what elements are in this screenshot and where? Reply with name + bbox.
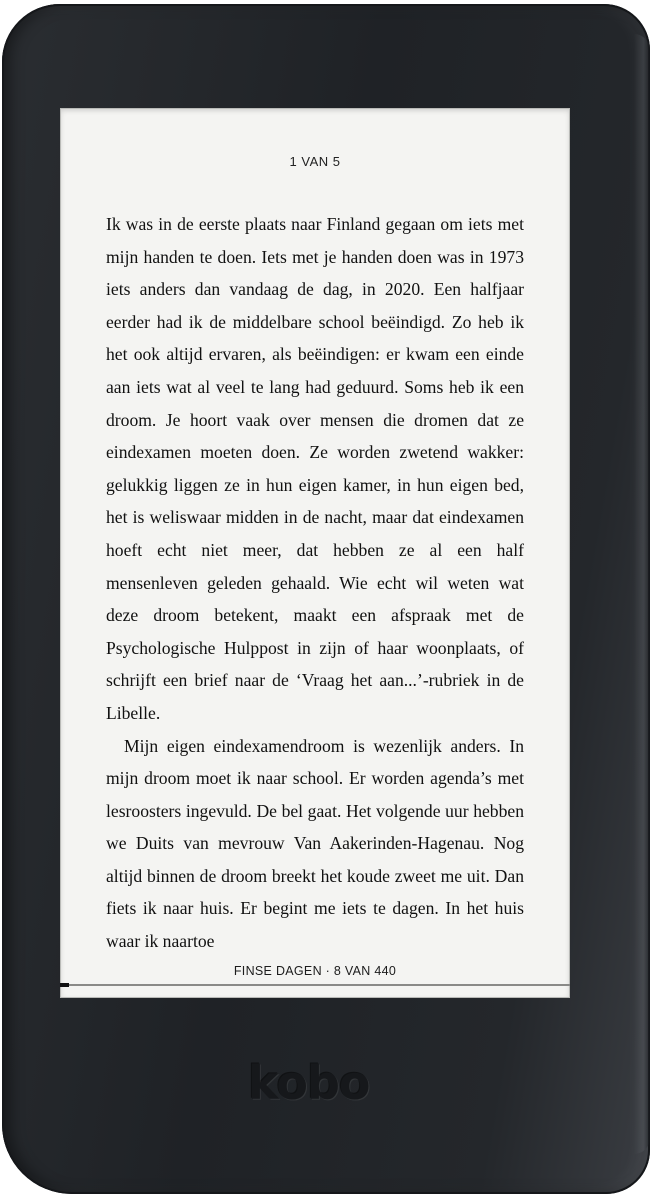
reading-text[interactable] [106, 208, 524, 958]
book-progress-footer: FINSE DAGEN · 8 VAN 440 [233, 964, 397, 978]
reading-progress-fill [60, 983, 69, 987]
ereader-device [2, 4, 650, 1194]
reading-progress-bar [60, 984, 570, 986]
paragraph-1: Ik was in de eerste plaats naar Finland gegaan om iets met mijn handen te doen. Iets met je handen doen was in 1973 iets anders dan vandaag de dag, in 2020. Een halfjaar eerder had ik de middelbare school beëindigd. Zo heb ik het ook altijd ervaren, als beëindigen: er kwam een einde aan iets wat al veel te lang had geduurd. Soms heb ik een droom. Je hoort vaak over mensen die dromen dat ze eindexamen moeten doen. Ze worden zwetend wakker: gelukkig liggen ze in hun eigen kamer, in hun eigen bed, het is weliswaar midden in de nacht, maar dat eindexamen hoeft echt niet meer, dat hebben ze al een half mensenleven geleden gehaald. Wie echt wil weten wat deze droom betekent, maakt een afspraak met de Psychologische Hulppost in zijn of haar woonplaats, of schrijft een brief naar de ‘Vraag het aan...’-rubriek in de Libelle. [106, 214, 524, 723]
kobo-logo: kobo [248, 1056, 370, 1110]
device-side-edge [634, 34, 650, 1154]
eink-screen[interactable] [60, 108, 570, 998]
chapter-page-indicator: 1 VAN 5 [289, 154, 341, 169]
paragraph-2: Mijn eigen eindexamendroom is wezenlijk anders. In mijn droom moet ik naar school. Er worden agenda’s met lesroosters ingevuld. De bel gaat. Het volgende uur hebben we Duits van mevrouw Van Aakerinden-Hagenau. Nog altijd binnen de droom breekt het koude zweet me uit. Dan fiets ik naar huis. Er begint me iets te dagen. In het huis waar ik naartoe [106, 735, 524, 952]
